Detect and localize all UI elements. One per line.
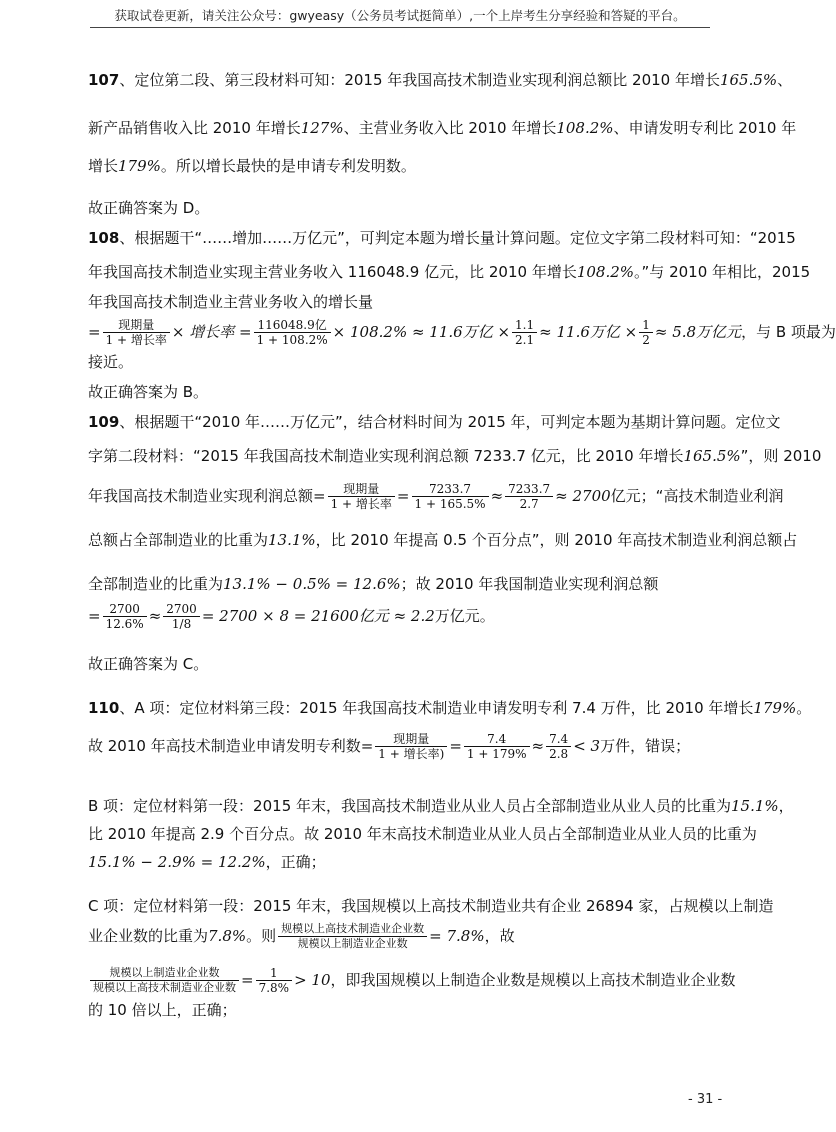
text: 、根据题干“……增加……万亿元”，可判定本题为增长量计算问题。定位文字第二段材料可知：“2015 [119, 229, 796, 247]
text: 万亿元。 [434, 607, 495, 625]
math-value: 108.2% [576, 263, 635, 281]
text: 增长 [88, 157, 119, 175]
formula-fraction [90, 966, 239, 995]
equals-sign: = [449, 737, 462, 755]
page-header-notice: 获取试卷更新，请关注公众号：gwyeasy（公务员考试挺简单）,一个上岸考生分享经验和答疑的平台。 [114, 8, 686, 23]
q110-c-line-2 [88, 922, 515, 951]
equals-sign: = [241, 971, 254, 989]
q110-c-line-3 [88, 966, 736, 995]
denominator: 2.7 [519, 497, 539, 511]
q109-line-1 [88, 412, 781, 432]
q110-c-line-1: C 项：定位材料第一段：2015 年末，我国规模以上高技术制造业共有企业 26894 家，占规模以上制造 [88, 897, 774, 915]
formula-fraction [546, 732, 571, 761]
q109-formula-line-1 [88, 482, 783, 511]
q108-line-1 [88, 228, 796, 248]
text: 、根据题干“2010 年……万亿元”，结合材料时间为 2015 年，可判定本题为基期计算问题。定位文 [119, 413, 781, 431]
text: B 项：定位材料第一段：2015 年末，我国高技术制造业从业人员占全部制造业从业人员的比重为 [88, 797, 732, 815]
numerator: 1.1 [512, 318, 537, 333]
numerator: 1 [256, 966, 293, 981]
q108-formula-line [88, 318, 836, 347]
math-value: 13.1% [268, 531, 316, 549]
text: 、申请发明专利比 2010 年 [613, 119, 797, 137]
text: ，即我国规模以上制造企业数是规模以上高技术制造业企业数 [330, 971, 736, 989]
formula-fraction [412, 482, 489, 511]
approx-sign: ≈ [148, 607, 162, 625]
text: 。则 [246, 927, 277, 945]
formula-fraction [163, 602, 200, 631]
numerator: 现期量 [103, 318, 170, 333]
question-number: 110 [88, 699, 120, 717]
text: 。”与 2010 年相比，2015 [634, 263, 811, 281]
numerator: 2700 [163, 602, 200, 617]
math-text: 15.1% − 2.9% = 12.2% [88, 853, 266, 871]
denominator: 1 + 179% [466, 747, 527, 761]
q110-b-line-1 [88, 796, 794, 816]
text: 业企业数的比重为 [88, 927, 209, 945]
denominator: 12.6% [105, 617, 144, 631]
text: 、主营业务收入比 2010 年增长 [343, 119, 557, 137]
formula-fraction [505, 482, 553, 511]
approx-sign: ≈ [490, 487, 504, 505]
text: 年我国高技术制造业实现主营业务收入 116048.9 亿元，比 2010 年增长 [88, 263, 577, 281]
text: ，故 [484, 927, 515, 945]
text: 年我国高技术制造业实现利润总额 [88, 487, 314, 505]
text: 亿元；“高技术制造业利润 [610, 487, 784, 505]
math-value: 179% [118, 157, 161, 175]
text: 新产品销售收入比 2010 年增长 [88, 119, 301, 137]
math-value: 108.2% [556, 119, 614, 137]
formula-fraction [256, 966, 293, 995]
q109-answer: 故正确答案为 C。 [88, 655, 209, 673]
q108-line-3: 年我国高技术制造业主营业务收入的增长量 [88, 293, 374, 311]
math-text: = 7.8% [429, 927, 485, 945]
text: 、定位第二段、第三段材料可知：2015 年我国高技术制造业实现利润总额比 2010 年增长 [119, 71, 720, 89]
text: 全部制造业的比重为 [88, 575, 224, 593]
q109-line-5 [88, 574, 658, 594]
math-text: × 增长率 = [171, 323, 252, 341]
q107-answer: 故正确答案为 D。 [88, 199, 210, 217]
text: ， [778, 797, 794, 815]
denominator: 2 [642, 333, 650, 347]
equals-sign: = [313, 487, 326, 505]
approx-sign: ≈ [531, 737, 545, 755]
question-number: 109 [88, 413, 120, 431]
denominator: 规模以上高技术制造业企业数 [93, 981, 236, 994]
formula-fraction [103, 318, 170, 347]
numerator: 7.4 [546, 732, 571, 747]
denominator: 1/8 [171, 617, 192, 631]
text: ，与 B 项最为 [741, 323, 836, 341]
text: 故 2010 年高技术制造业申请发明专利数 [88, 737, 361, 755]
denominator: 1 + 165.5% [414, 497, 486, 511]
formula-fraction [328, 482, 395, 511]
question-number: 108 [88, 229, 120, 247]
formula-fraction [103, 602, 147, 631]
math-value: 15.1% [731, 797, 779, 815]
numerator: 7233.7 [505, 482, 553, 497]
denominator: 规模以上制造业企业数 [297, 937, 408, 950]
numerator: 规模以上高技术制造业企业数 [278, 922, 427, 937]
q110-a-formula-line [88, 732, 690, 761]
equals-sign: = [396, 487, 410, 505]
numerator: 7.4 [464, 732, 530, 747]
question-number: 107 [88, 71, 120, 89]
text: 。所以增长最快的是申请专利发明数。 [160, 157, 416, 175]
text: ，比 2010 年提高 0.5 个百分点”，则 2010 年高技术制造业利润总额占 [315, 531, 798, 549]
formula-fraction [254, 318, 331, 347]
denominator: 7.8% [258, 981, 290, 995]
header-divider [90, 27, 710, 28]
numerator: 1 [639, 318, 653, 333]
q110-b-line-2: 比 2010 年提高 2.9 个百分点。故 2010 年末高技术制造业从业人员占全部制造业从业人员的比重为 [88, 825, 757, 843]
q107-line-3 [88, 156, 416, 176]
text: 。 [796, 699, 812, 717]
q109-formula-line-2 [88, 602, 495, 631]
text: 字第二段材料：“2015 年我国高技术制造业实现利润总额 7233.7 亿元，比 2010 年增长 [88, 447, 684, 465]
q107-line-1 [88, 70, 792, 90]
math-value: 165.5% [719, 71, 778, 89]
equals-sign: = [88, 607, 101, 625]
text: 万件，错误； [600, 737, 691, 755]
q109-line-2 [88, 446, 821, 466]
formula-fraction [278, 922, 427, 951]
denominator: 1 + 108.2% [256, 333, 328, 347]
math-text: × 108.2% ≈ 11.6万亿 × [332, 323, 511, 341]
page-number: - 31 - [688, 1092, 723, 1107]
q107-line-2 [88, 118, 796, 138]
numerator: 现期量 [328, 482, 395, 497]
formula-fraction [464, 732, 530, 761]
numerator: 现期量 [375, 732, 447, 747]
denominator: 2.8 [549, 747, 569, 761]
text: 、A 项：定位材料第三段：2015 年我国高技术制造业申请发明专利 7.4 万件，比 2010 年增长 [119, 699, 754, 717]
q109-line-4 [88, 530, 797, 550]
equals-sign: = [88, 323, 101, 341]
numerator: 7233.7 [412, 482, 489, 497]
formula-fraction [512, 318, 537, 347]
q110-c-line-4: 的 10 倍以上，正确； [88, 1001, 237, 1019]
text: ，正确； [265, 853, 326, 871]
text: ”，则 2010 [740, 447, 822, 465]
numerator: 116048.9亿 [254, 318, 331, 333]
math-text: > 10 [294, 971, 331, 989]
denominator: 1 + 增长率 [105, 333, 167, 347]
text: ；故 2010 年我国制造业实现利润总额 [400, 575, 659, 593]
denominator: 2.1 [515, 333, 535, 347]
math-text: = 2700 × 8 = 21600亿元 ≈ 2.2 [201, 607, 435, 625]
q108-line-2 [88, 262, 810, 282]
math-value: 179% [753, 699, 797, 717]
text: 总额占全部制造业的比重为 [88, 531, 269, 549]
math-text: ≈ 2700 [555, 487, 611, 505]
math-text: 13.1% − 0.5% = 12.6% [223, 575, 401, 593]
math-text: ≈ 11.6万亿 × [539, 323, 638, 341]
math-value: 7.8% [208, 927, 247, 945]
numerator: 规模以上制造业企业数 [90, 966, 239, 981]
text: 、 [777, 71, 793, 89]
q108-line-5: 接近。 [88, 353, 134, 371]
math-text: ≈ 5.8万亿元 [654, 323, 742, 341]
numerator: 2700 [103, 602, 147, 617]
q108-answer: 故正确答案为 B。 [88, 383, 209, 401]
denominator: 1 + 增长率) [378, 747, 445, 761]
denominator: 1 + 增长率 [330, 497, 392, 511]
q110-b-line-3 [88, 852, 326, 872]
q110-line-1 [88, 698, 811, 718]
math-value: 165.5% [683, 447, 741, 465]
equals-sign: = [360, 737, 374, 755]
math-value: 127% [300, 119, 344, 137]
formula-fraction [375, 732, 447, 761]
formula-fraction [639, 318, 653, 347]
math-text: < 3 [573, 737, 601, 755]
